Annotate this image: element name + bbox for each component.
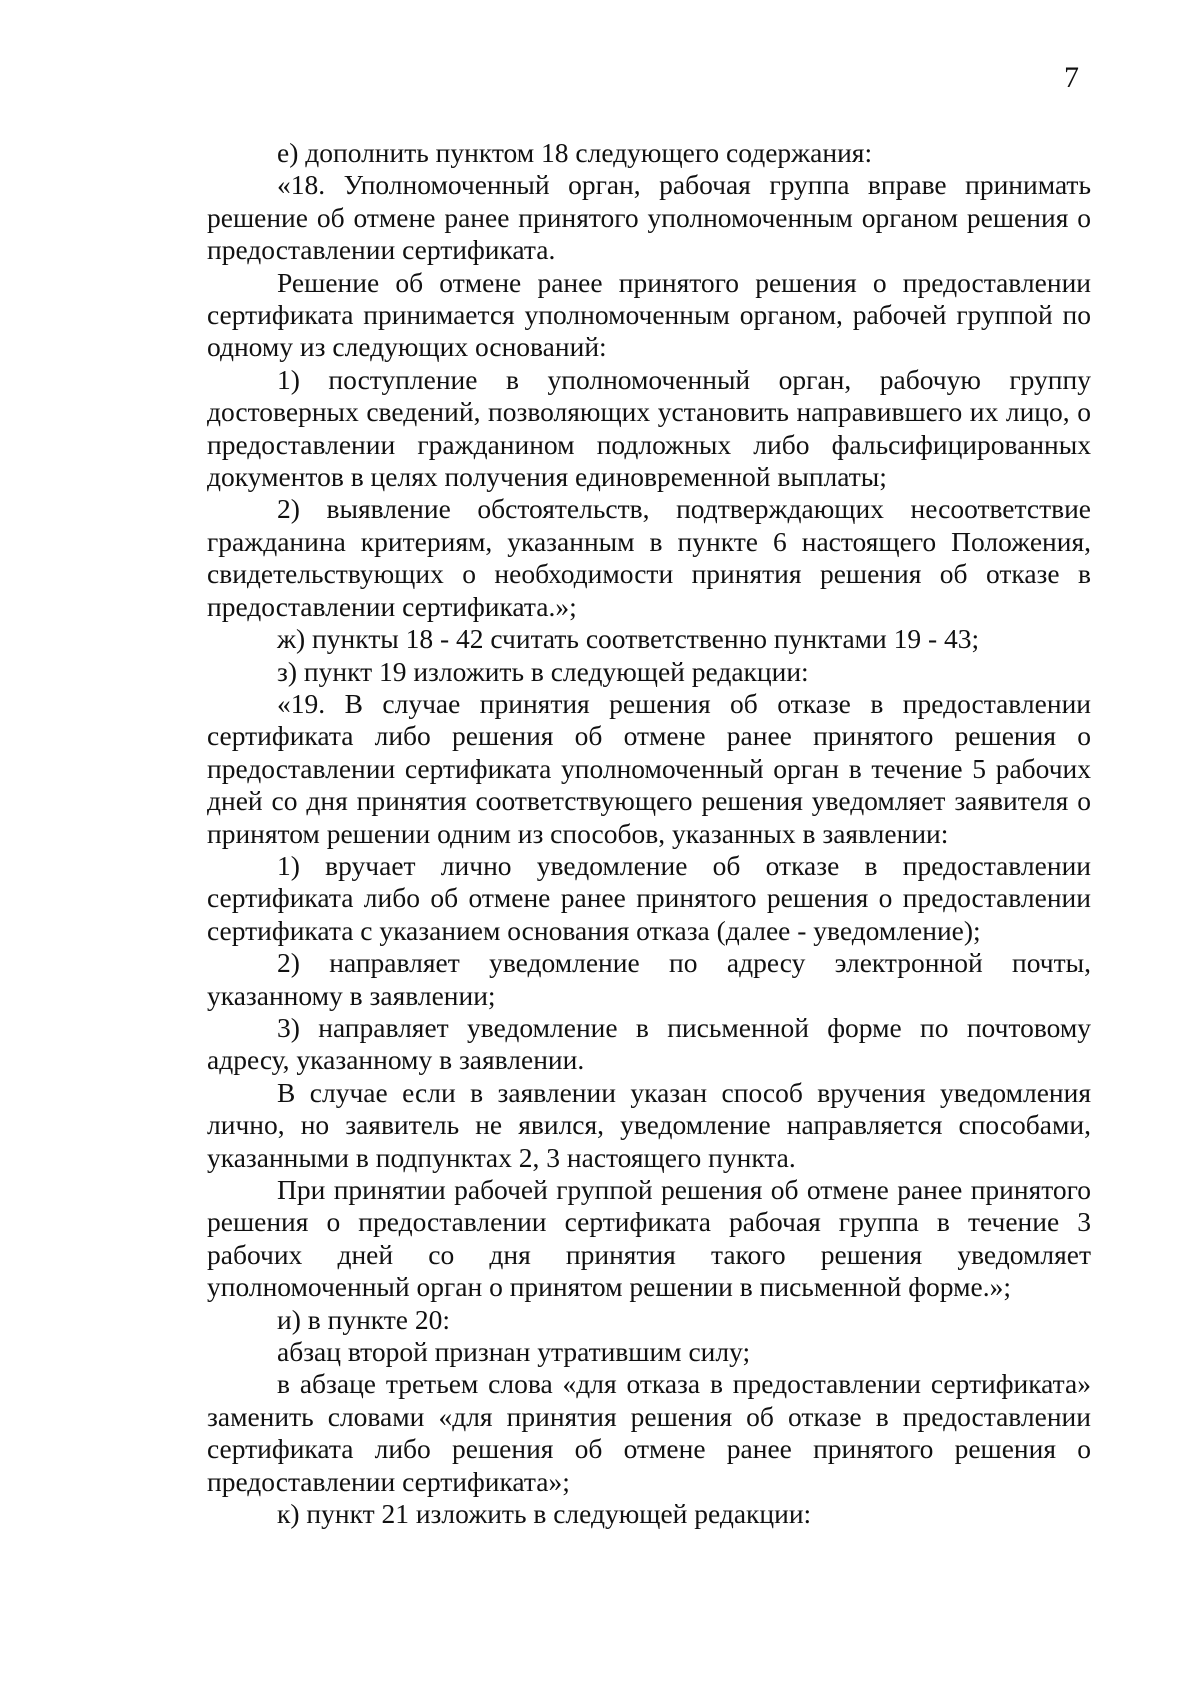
document-body <box>207 137 1091 1530</box>
paragraph-method-2: 2) направляет уведомление по адресу электронной почты, указанному в заявлении; <box>207 947 1091 1011</box>
paragraph-second-abolished: абзац второй признан утратившим силу; <box>277 1336 751 1368</box>
paragraph-working-group-notice: При принятии рабочей группой решения об отмене ранее принятого решения о предоставлении сертификата рабочая группа в течение 3 рабочих дней со дня принятия такого решения уведомляет уполномоченный орган о принятом решении в письменной форме.»; <box>207 1174 1091 1303</box>
paragraph-point-18: «18. Уполномоченный орган, рабочая группа вправе принимать решение об отмене ранее принятого уполномоченным органом решения о предоставлении сертификата. <box>207 169 1091 266</box>
paragraph-ground-1: 1) поступление в уполномоченный орган, рабочую группу достоверных сведений, позволяющих установить направившего их лицо, о предоставлении гражданином подложных либо фальсифицированных документов в целях получения единовременной выплаты; <box>207 363 1091 493</box>
paragraph-point-19: «19. В случае принятия решения об отказе в предоставлении сертификата либо решения об отмене ранее принятого решения о предоставлении сертификата уполномоченный орган в течение 5 рабочих дней со дня принятия соответствующего решения уведомляет заявителя о принятом решении одним из способов, указанных в заявлении: <box>207 687 1091 849</box>
paragraph-cancellation-grounds: Решение об отмене ранее принятого решения о предоставлении сертификата принимается уполномоченным органом, рабочей группой по одному из следующих оснований: <box>207 266 1091 363</box>
paragraph-method-1: 1) вручает лично уведомление об отказе в предоставлении сертификата либо об отмене ранее принятого решения о предоставлении сертификата с указанием основания отказа (далее - уведомление); <box>207 849 1091 946</box>
paragraph-item-z: з) пункт 19 изложить в следующей редакции: <box>277 655 809 687</box>
paragraph-item-zh: ж) пункты 18 - 42 считать соответственно пунктами 19 - 43; <box>277 623 980 655</box>
paragraph-method-3: 3) направляет уведомление в письменной форме по почтовому адресу, указанному в заявлении. <box>207 1011 1091 1076</box>
paragraph-item-e: е) дополнить пунктом 18 следующего содержания: <box>277 137 873 168</box>
paragraph-ground-2: 2) выявление обстоятельств, подтверждающих несоответствие гражданина критериям, указанным в пункте 6 настоящего Положения, свидетельствующих о необходимости принятия решения об отказе в предоставлении сертификата.»; <box>207 493 1091 622</box>
paragraph-item-i: и) в пункте 20: <box>277 1303 451 1335</box>
page-number: 7 <box>1064 61 1079 94</box>
paragraph-not-appeared: В случае если в заявлении указан способ вручения уведомления лично, но заявитель не явился, уведомление направляется способами, указанными в подпунктах 2, 3 настоящего пункта. <box>207 1076 1091 1173</box>
paragraph-third-replace: в абзаце третьем слова «для отказа в предоставлении сертификата» заменить словами «для принятия решения об отказе в предоставлении сертификата либо решения об отмене ранее принятого решения о предоставлении сертификата»; <box>207 1368 1091 1497</box>
paragraph-item-k: к) пункт 21 изложить в следующей редакции: <box>277 1498 812 1530</box>
